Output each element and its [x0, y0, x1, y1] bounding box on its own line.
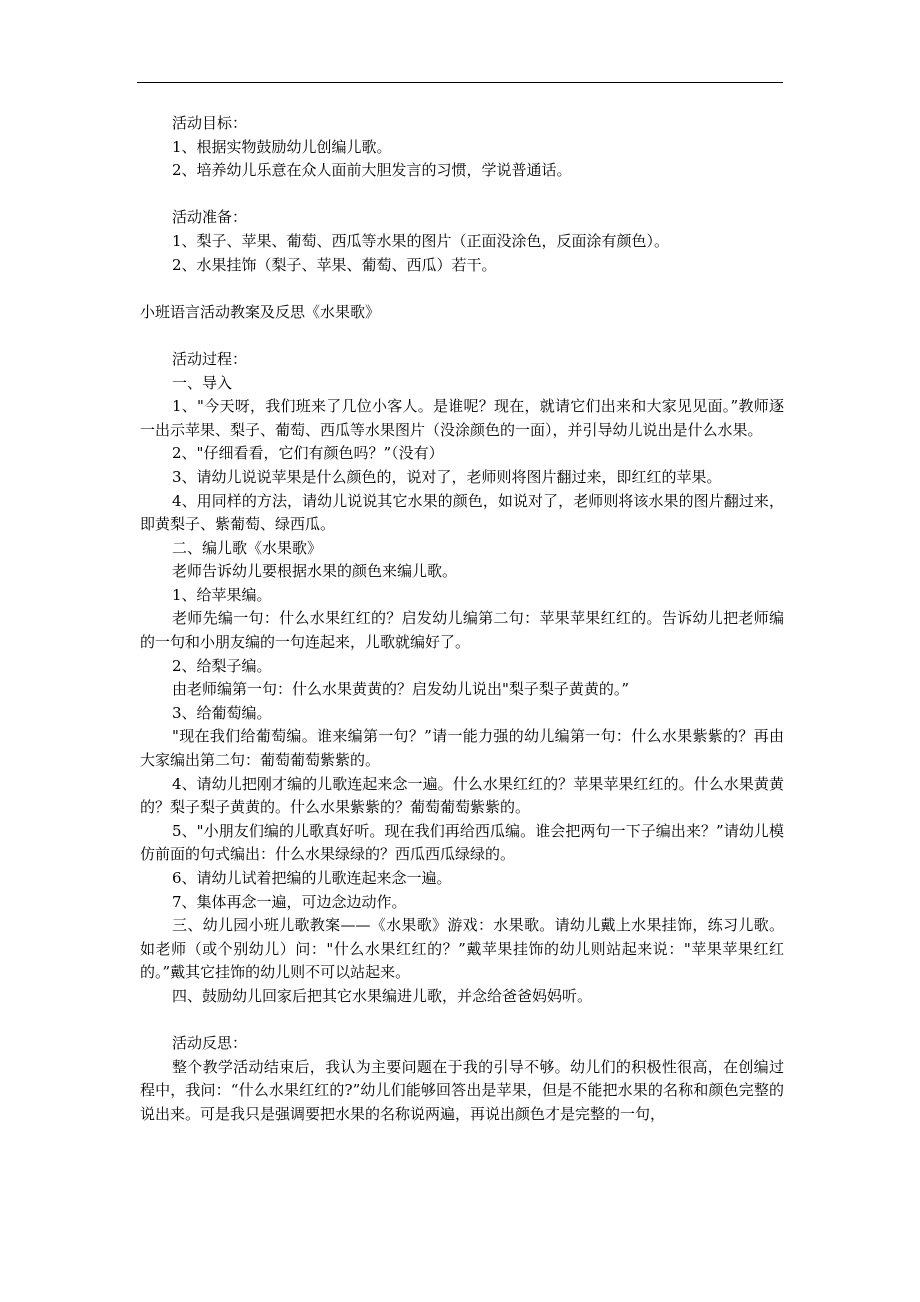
document-title: 小班语言活动教案及反思《水果歌》 — [140, 302, 381, 321]
process-paragraph: 由老师编第一句：什么水果黄黄的？启发幼儿说出"梨子梨子黄黄的。” — [172, 680, 630, 699]
document-body — [140, 112, 784, 1127]
process-paragraph: 老师告诉幼儿要根据水果的颜色来编儿歌。 — [172, 562, 458, 581]
section-heading-process: 活动过程： — [172, 349, 248, 368]
process-step-heading: 二、编儿歌《水果歌》 — [172, 538, 323, 557]
process-paragraph: 3、请幼儿说说苹果是什么颜色的，说对了，老师则将图片翻过来，即红红的苹果。 — [172, 467, 722, 486]
paragraph-spacer — [140, 1009, 784, 1033]
preparation-item: 2、水果挂饰（梨子、苹果、葡萄、西瓜）若干。 — [172, 255, 497, 274]
section-heading-objectives: 活动目标： — [172, 114, 248, 132]
paragraph-spacer — [140, 324, 784, 348]
section-heading-preparation: 活动准备： — [172, 208, 248, 227]
process-paragraph: "现在我们给葡萄编。谁来编第一句？”请一能力强的幼儿编第一句：什么水果紫紫的？再由大家编出第二句：葡萄葡萄紫紫的。 — [140, 727, 784, 770]
objective-item: 1、根据实物鼓励幼儿创编儿歌。 — [172, 137, 392, 156]
paragraph-spacer — [140, 277, 784, 301]
process-paragraph: 2、"仔细看看，它们有颜色吗？”（没有） — [172, 444, 444, 463]
process-paragraph: 三、幼儿园小班儿歌教案——《水果歌》游戏：水果歌。请幼儿戴上水果挂饰，练习儿歌。如老师（或个别幼儿）问："什么水果红红的？”戴苹果挂饰的幼儿则站起来说："苹果苹果红红的。”戴其它挂饰的幼儿则不可以站起来。 — [140, 916, 784, 982]
header-rule — [137, 82, 783, 83]
process-step-heading: 一、导入 — [172, 373, 233, 392]
objective-item: 2、培养幼儿乐意在众人面前大胆发言的习惯，学说普通话。 — [172, 161, 572, 180]
preparation-item: 1、梨子、苹果、葡萄、西瓜等水果的图片（正面没涂色，反面涂有颜色）。 — [172, 231, 670, 250]
process-paragraph: 3、给葡萄编。 — [172, 703, 272, 722]
process-paragraph: 老师先编一句：什么水果红红的？启发幼儿编第二句：苹果苹果红红的。告诉幼儿把老师编的一句和小朋友编的一句连起来，儿歌就编好了。 — [140, 609, 784, 652]
process-paragraph: 2、给梨子编。 — [172, 656, 272, 675]
process-paragraph: 6、请幼儿试着把编的儿歌连起来念一遍。 — [172, 869, 452, 887]
process-paragraph: 5、"小朋友们编的儿歌真好听。现在我们再给西瓜编。谁会把两句一下子编出来？”请幼儿模仿前面的句式编出：什么水果绿绿的？西瓜西瓜绿绿的。 — [140, 821, 784, 864]
process-paragraph: 1、给苹果编。 — [172, 585, 272, 604]
reflection-paragraph: 整个教学活动结束后，我认为主要问题在于我的引导不够。幼儿们的积极性很高，在创编过程中，我问：“什么水果红红的?”幼儿们能够回答出是苹果，但是不能把水果的名称和颜色完整的说出来。可是我只是强调要把水果的名称说两遍，再说出颜色才是完整的一句， — [140, 1057, 784, 1123]
process-paragraph: 四、鼓励幼儿回家后把其它水果编进儿歌，并念给爸爸妈妈听。 — [172, 986, 593, 1005]
paragraph-spacer — [140, 183, 784, 207]
process-paragraph: 1、"今天呀，我们班来了几位小客人。是谁呢？现在，就请它们出来和大家见见面。”教师逐一出示苹果、梨子、葡萄、西瓜等水果图片（没涂颜色的一面），并引导幼儿说出是什么水果。 — [140, 397, 784, 439]
section-heading-reflection: 活动反思： — [172, 1034, 248, 1053]
process-paragraph: 7、集体再念一遍，可边念边动作。 — [172, 892, 407, 911]
process-paragraph: 4、请幼儿把刚才编的儿歌连起来念一遍。什么水果红红的？苹果苹果红红的。什么水果黄黄的？梨子梨子黄黄的。什么水果紫紫的？葡萄葡萄紫紫的。 — [140, 774, 784, 817]
process-paragraph: 4、用同样的方法，请幼儿说说其它水果的颜色，如说对了，老师则将该水果的图片翻过来，即黄梨子、紫葡萄、绿西瓜。 — [140, 491, 784, 534]
